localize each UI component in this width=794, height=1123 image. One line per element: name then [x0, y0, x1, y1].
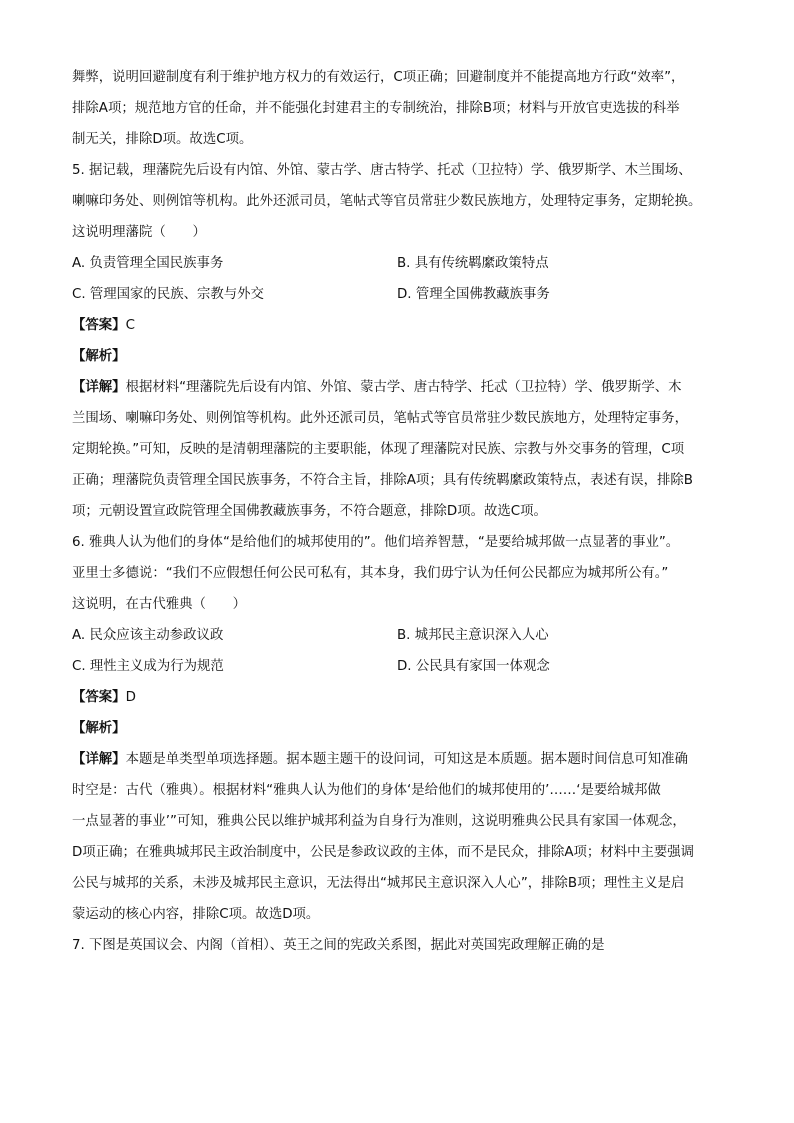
question-stem-line: 这说明理藩院（ ）	[72, 225, 206, 240]
question-7	[72, 930, 732, 961]
options-row	[72, 620, 732, 651]
question-stem-line: 6. 雅典人认为他们的身体“是给他们的城邦使用的”。他们培养智慧，“是要给城邦做一点显著的事业”。	[72, 535, 680, 550]
question-6	[72, 527, 732, 930]
text-line: 舞弊，说明回避制度有利于维护地方权力的有效运行，C项正确；回避制度并不能提高地方行政“效率”，	[72, 70, 685, 85]
answer-line	[72, 682, 732, 713]
answer-line	[72, 310, 732, 341]
text-line: 排除A项；规范地方官的任命，并不能强化封建君主的专制统治，排除B项；材料与开放官吏选拔的科举	[72, 101, 680, 116]
option-b: B. 城邦民主意识深入人心	[397, 628, 549, 643]
prev-answer-block	[72, 62, 732, 155]
text-line: 制无关，排除D项。故选C项。	[72, 132, 253, 147]
detail-tag: 【详解】	[72, 752, 126, 767]
detail-text: 本题是单类型单项选择题。据本题主题干的设问词，可知这是本质题。据本题时间信息可知准确	[125, 752, 688, 767]
option-b: B. 具有传统羁縻政策特点	[397, 256, 549, 271]
option-d: D. 管理全国佛教藏族事务	[397, 287, 550, 302]
answer-value: C	[125, 318, 135, 333]
detail-line: 正确；理藩院负责管理全国民族事务，不符合主旨，排除A项；具有传统羁縻政策特点，表述有误，排除B	[72, 473, 693, 488]
option-d: D. 公民具有家国一体观念	[397, 659, 550, 674]
document-page	[72, 62, 732, 961]
detail-line: 兰围场、喇嘛印务处、则例馆等机构。此外还派司员，笔帖式等官员常驻少数民族地方，处理特定事务，	[72, 411, 688, 426]
analysis-tag: 【解析】	[72, 349, 126, 364]
answer-value: D	[125, 690, 136, 705]
detail-line: D项正确；在雅典城邦民主政治制度中，公民是参政议政的主体，而不是民众，排除A项；材料中主要强调	[72, 845, 695, 860]
detail-line	[72, 372, 732, 403]
detail-line: 一点显著的事业’”可知，雅典公民以维护城邦利益为自身行为准则，这说明雅典公民具有家国一体观念，	[72, 814, 686, 829]
detail-line: 定期轮换。”可知，反映的是清朝理藩院的主要职能，体现了理藩院对民族、宗教与外交事务的管理，C项	[72, 442, 685, 457]
question-stem-line: 这说明，在古代雅典（ ）	[72, 597, 247, 612]
analysis-line	[72, 713, 732, 744]
detail-line	[72, 744, 732, 775]
detail-line: 时空是：古代（雅典）。根据材料“雅典人认为他们的身体‘是给他们的城邦使用的’……‘是要给城邦做	[72, 783, 661, 798]
answer-tag: 【答案】	[72, 690, 126, 705]
option-a: A. 民众应该主动参政议政	[72, 628, 224, 643]
question-stem-line: 7. 下图是英国议会、内阁（首相）、英王之间的宪政关系图，据此对英国宪政理解正确的是	[72, 938, 605, 953]
detail-text: 根据材料“理藩院先后设有内馆、外馆、蒙古学、唐古特学、托忒（卫拉特）学、俄罗斯学、木	[125, 380, 682, 395]
options-row	[72, 248, 732, 279]
question-stem-line: 喇嘛印务处、则例馆等机构。此外还派司员，笔帖式等官员常驻少数民族地方，处理特定事务，定期轮换。	[72, 194, 702, 209]
option-c: C. 管理国家的民族、宗教与外交	[72, 287, 264, 302]
analysis-line	[72, 341, 732, 372]
question-5	[72, 155, 732, 527]
analysis-tag: 【解析】	[72, 721, 126, 736]
detail-line: 公民与城邦的关系，未涉及城邦民主意识，无法得出“城邦民主意识深入人心”，排除B项；理性主义是启	[72, 876, 685, 891]
options-row	[72, 651, 732, 682]
detail-line: 项；元朝设置宣政院管理全国佛教藏族事务，不符合题意，排除D项。故选C项。	[72, 504, 547, 519]
question-stem-line: 5. 据记载，理藩院先后设有内馆、外馆、蒙古学、唐古特学、托忒（卫拉特）学、俄罗斯学、木兰围场、	[72, 163, 692, 178]
question-stem-line: 亚里士多德说：“我们不应假想任何公民可私有，其本身，我们毋宁认为任何公民都应为城邦所公有。”	[72, 566, 669, 581]
detail-tag: 【详解】	[72, 380, 126, 395]
answer-tag: 【答案】	[72, 318, 126, 333]
option-a: A. 负责管理全国民族事务	[72, 256, 224, 271]
detail-line: 蒙运动的核心内容，排除C项。故选D项。	[72, 907, 320, 922]
option-c: C. 理性主义成为行为规范	[72, 659, 224, 674]
options-row	[72, 279, 732, 310]
